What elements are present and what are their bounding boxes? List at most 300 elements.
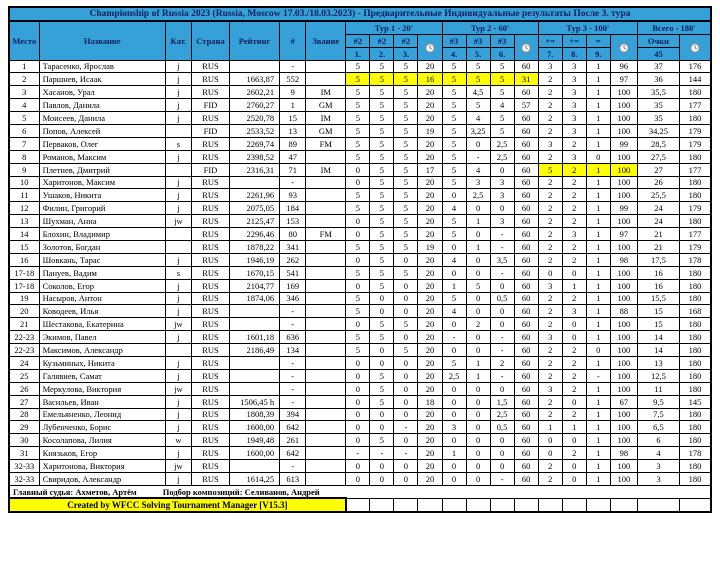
empty-cell — [679, 498, 711, 512]
number-cell: 642 — [280, 421, 306, 434]
t1-time: 20 — [418, 434, 442, 447]
t2-time: 60 — [514, 124, 538, 137]
t3-score-1: 2 — [538, 189, 562, 202]
t2-score-2: - — [466, 150, 490, 163]
title-cell: IM — [306, 112, 346, 125]
t1-score-2: 5 — [370, 150, 394, 163]
table-row — [9, 189, 711, 202]
t2-score-2: 0 — [466, 266, 490, 279]
number-cell: - — [280, 305, 306, 318]
rating-cell — [230, 305, 280, 318]
t2-score-1: 0 — [442, 395, 466, 408]
t3-score-1: 2 — [538, 150, 562, 163]
name-cell: Филин, Григорий — [39, 202, 165, 215]
t1-time: 19 — [418, 124, 442, 137]
t1-time: 20 — [418, 473, 442, 486]
t1-score-2: 0 — [370, 356, 394, 369]
col-header-problem-9: 9. — [586, 47, 610, 60]
t3-score-2: 0 — [562, 460, 586, 473]
name-cell: Моисеев, Данила — [39, 112, 165, 125]
name-cell: Золотов, Богдан — [39, 240, 165, 253]
t3-score-3: 1 — [586, 382, 610, 395]
table-row — [9, 369, 711, 382]
clock-icon — [619, 43, 629, 53]
t3-score-3: 1 — [586, 240, 610, 253]
empty-cell — [586, 498, 610, 512]
t3-time: 97 — [610, 228, 637, 241]
t2-score-2: 0 — [466, 434, 490, 447]
t3-score-2: 1 — [562, 421, 586, 434]
col-group-total: Всего - 180' — [637, 21, 711, 34]
t3-time: 100 — [610, 240, 637, 253]
t3-score-2: 2 — [562, 382, 586, 395]
t3-score-3: 1 — [586, 124, 610, 137]
t3-score-1: 2 — [538, 240, 562, 253]
t1-score-2: 5 — [370, 434, 394, 447]
t3-score-3: 0 — [586, 344, 610, 357]
t2-score-1: 5 — [442, 215, 466, 228]
t1-score-1: 0 — [346, 421, 370, 434]
t3-score-1: 2 — [538, 318, 562, 331]
category-cell: s — [165, 266, 191, 279]
total-time-cell: 180 — [679, 331, 711, 344]
t2-score-2: 0 — [466, 382, 490, 395]
t3-time: 100 — [610, 356, 637, 369]
country-cell: RUS — [191, 86, 229, 99]
t2-score-1: 0 — [442, 318, 466, 331]
t1-time: 20 — [418, 369, 442, 382]
results-table-body — [9, 60, 711, 485]
t1-score-2: 0 — [370, 292, 394, 305]
title-cell — [306, 176, 346, 189]
title-cell — [306, 395, 346, 408]
t3-time: 100 — [610, 408, 637, 421]
t3-time: 100 — [610, 86, 637, 99]
name-cell: Кузьминых, Никита — [39, 356, 165, 369]
table-row — [9, 112, 711, 125]
total-time-cell: 178 — [679, 447, 711, 460]
t2-score-1: 0 — [442, 266, 466, 279]
title-cell — [306, 305, 346, 318]
t2-score-2: 2 — [466, 318, 490, 331]
t3-score-3: 1 — [586, 60, 610, 73]
points-cell: 28,5 — [637, 137, 679, 150]
t2-score-2: 0 — [466, 447, 490, 460]
rating-cell: 1600,00 — [230, 421, 280, 434]
number-cell: - — [280, 356, 306, 369]
name-cell: Тарасенко, Ярослав — [39, 60, 165, 73]
points-cell: 24 — [637, 202, 679, 215]
empty-cell — [514, 498, 538, 512]
t3-score-3: 1 — [586, 215, 610, 228]
t3-score-2: 1 — [562, 279, 586, 292]
points-cell: 16 — [637, 266, 679, 279]
rating-cell: 1506,45 h — [230, 395, 280, 408]
t2-time: 60 — [514, 86, 538, 99]
place-cell: 32-33 — [9, 460, 39, 473]
points-cell: 14 — [637, 344, 679, 357]
t3-score-3: 1 — [586, 305, 610, 318]
t3-score-3: 1 — [586, 189, 610, 202]
t2-score-1: 0 — [442, 473, 466, 486]
t2-time: 60 — [514, 240, 538, 253]
title-cell — [306, 215, 346, 228]
t2-score-1: 5 — [442, 86, 466, 99]
t1-score-3: 0 — [394, 305, 418, 318]
t2-score-2: 4 — [466, 163, 490, 176]
name-cell: Меркулова, Виктория — [39, 382, 165, 395]
title-cell — [306, 356, 346, 369]
t1-time: 20 — [418, 331, 442, 344]
t2-time: 60 — [514, 460, 538, 473]
t3-time: 100 — [610, 279, 637, 292]
t3-score-1: 2 — [538, 124, 562, 137]
col-header-t1-p3: #2 — [394, 34, 418, 47]
category-cell — [165, 124, 191, 137]
col-header-t3-p2: += — [562, 34, 586, 47]
table-row — [9, 473, 711, 486]
t2-time: 60 — [514, 228, 538, 241]
country-cell: RUS — [191, 331, 229, 344]
t3-time: 100 — [610, 124, 637, 137]
col-header-t2-p3: #3 — [490, 34, 514, 47]
t2-time: 60 — [514, 292, 538, 305]
t1-time: 20 — [418, 99, 442, 112]
number-cell: - — [280, 395, 306, 408]
country-cell: FID — [191, 99, 229, 112]
total-time-cell: 168 — [679, 305, 711, 318]
t1-score-2: 0 — [370, 408, 394, 421]
number-cell: 80 — [280, 228, 306, 241]
t1-score-1: 5 — [346, 137, 370, 150]
t2-score-3: 3 — [490, 215, 514, 228]
t3-score-2: 3 — [562, 86, 586, 99]
t1-score-1: 0 — [346, 408, 370, 421]
t1-score-3: 0 — [394, 253, 418, 266]
place-cell: 29 — [9, 421, 39, 434]
title-cell — [306, 60, 346, 73]
table-row — [9, 124, 711, 137]
points-cell: 15 — [637, 318, 679, 331]
t2-time: 60 — [514, 266, 538, 279]
t2-score-2: 0 — [466, 460, 490, 473]
rating-cell: 2533,52 — [230, 124, 280, 137]
category-cell: j — [165, 73, 191, 86]
table-row — [9, 395, 711, 408]
total-time-cell: 178 — [679, 253, 711, 266]
points-cell: 6,5 — [637, 421, 679, 434]
rating-cell: 1878,22 — [230, 240, 280, 253]
t2-time: 60 — [514, 163, 538, 176]
t1-score-1: 0 — [346, 434, 370, 447]
t1-score-3: 5 — [394, 137, 418, 150]
t1-score-3: 5 — [394, 266, 418, 279]
t2-time: 60 — [514, 473, 538, 486]
t1-score-3: 0 — [394, 279, 418, 292]
t1-score-3: 0 — [394, 408, 418, 421]
place-cell: 6 — [9, 124, 39, 137]
country-cell: RUS — [191, 460, 229, 473]
t1-time: 19 — [418, 240, 442, 253]
t3-score-3: - — [586, 369, 610, 382]
title-cell: IM — [306, 86, 346, 99]
name-cell: Ководеев, Илья — [39, 305, 165, 318]
category-cell — [165, 240, 191, 253]
number-cell: 394 — [280, 408, 306, 421]
number-cell: - — [280, 382, 306, 395]
number-cell: - — [280, 318, 306, 331]
title-cell — [306, 460, 346, 473]
t1-score-2: 5 — [370, 266, 394, 279]
total-time-cell: 180 — [679, 86, 711, 99]
t2-score-3: 5 — [490, 86, 514, 99]
rating-cell: 2760,27 — [230, 99, 280, 112]
number-cell: 13 — [280, 124, 306, 137]
points-cell: 7,5 — [637, 408, 679, 421]
table-row — [9, 99, 711, 112]
points-cell: 35,5 — [637, 86, 679, 99]
col-header-t2-p2: #3 — [466, 34, 490, 47]
place-cell: 2 — [9, 73, 39, 86]
number-cell: 93 — [280, 189, 306, 202]
t1-score-1: 5 — [346, 266, 370, 279]
t3-score-1: 2 — [538, 202, 562, 215]
rating-cell: 1946,19 — [230, 253, 280, 266]
place-cell: 7 — [9, 137, 39, 150]
place-cell: 22-23 — [9, 331, 39, 344]
place-cell: 15 — [9, 240, 39, 253]
number-cell: 346 — [280, 292, 306, 305]
table-row — [9, 228, 711, 241]
place-cell: 22-23 — [9, 344, 39, 357]
name-cell: Экимов, Павел — [39, 331, 165, 344]
t1-score-1: 5 — [346, 292, 370, 305]
number-cell: - — [280, 60, 306, 73]
points-cell: 11 — [637, 382, 679, 395]
name-cell: Соколов, Егор — [39, 279, 165, 292]
t1-score-1: 5 — [346, 86, 370, 99]
country-cell: RUS — [191, 253, 229, 266]
t1-time: 20 — [418, 137, 442, 150]
empty-cell — [346, 498, 370, 512]
place-cell: 13 — [9, 215, 39, 228]
place-cell: 14 — [9, 228, 39, 241]
t2-score-2: 2,5 — [466, 189, 490, 202]
t3-score-1: 3 — [538, 279, 562, 292]
points-cell: 12,5 — [637, 369, 679, 382]
number-cell: 9 — [280, 86, 306, 99]
total-time-cell: 180 — [679, 473, 711, 486]
name-cell: Косолапова, Лилия — [39, 434, 165, 447]
rating-cell: 1949,48 — [230, 434, 280, 447]
rating-cell — [230, 356, 280, 369]
t1-time: 20 — [418, 228, 442, 241]
t2-score-3: 3,5 — [490, 253, 514, 266]
category-cell: j — [165, 86, 191, 99]
table-row — [9, 253, 711, 266]
t3-score-3: 1 — [586, 447, 610, 460]
t3-time: 100 — [610, 189, 637, 202]
t1-time: 20 — [418, 279, 442, 292]
country-cell: RUS — [191, 189, 229, 202]
rating-cell — [230, 318, 280, 331]
composition-selector-label: Подбор композиций: Селиванов, Андрей — [162, 486, 320, 497]
t3-score-3: 1 — [586, 266, 610, 279]
t2-score-2: 0 — [466, 305, 490, 318]
name-cell: Ушаков, Никита — [39, 189, 165, 202]
name-cell: Емельяненко, Леонид — [39, 408, 165, 421]
t2-score-1: 4 — [442, 305, 466, 318]
empty-cell — [490, 498, 514, 512]
points-cell: 15,5 — [637, 292, 679, 305]
t2-time: 60 — [514, 215, 538, 228]
country-cell: RUS — [191, 382, 229, 395]
t3-score-2: 0 — [562, 266, 586, 279]
t1-time: 20 — [418, 292, 442, 305]
t2-score-2: 0 — [466, 408, 490, 421]
t2-score-3: - — [490, 473, 514, 486]
table-row — [9, 356, 711, 369]
t1-score-3: 5 — [394, 112, 418, 125]
t2-score-3: - — [490, 369, 514, 382]
t3-score-3: 1 — [586, 73, 610, 86]
t3-score-3: 1 — [586, 112, 610, 125]
table-row — [9, 279, 711, 292]
t1-score-1: 5 — [346, 124, 370, 137]
title-cell: GM — [306, 124, 346, 137]
country-cell: RUS — [191, 112, 229, 125]
t3-score-1: 2 — [538, 408, 562, 421]
t3-time: 98 — [610, 253, 637, 266]
t2-score-2: 4,5 — [466, 86, 490, 99]
t2-score-3: 2 — [490, 356, 514, 369]
rating-cell: 1808,39 — [230, 408, 280, 421]
t1-time: 16 — [418, 73, 442, 86]
empty-cell — [394, 498, 418, 512]
t3-score-3: 1 — [586, 86, 610, 99]
t2-score-3: - — [490, 240, 514, 253]
country-cell: RUS — [191, 150, 229, 163]
category-cell: w — [165, 434, 191, 447]
category-cell: j — [165, 60, 191, 73]
t2-time: 60 — [514, 382, 538, 395]
t3-score-1: 2 — [538, 215, 562, 228]
title-cell — [306, 189, 346, 202]
country-cell: RUS — [191, 266, 229, 279]
t2-score-2: 0 — [466, 331, 490, 344]
col-header-problem-7: 7. — [538, 47, 562, 60]
points-cell: 26 — [637, 176, 679, 189]
t2-score-3: 4 — [490, 99, 514, 112]
t2-time: 60 — [514, 112, 538, 125]
t1-score-3: 0 — [394, 395, 418, 408]
total-time-cell: 180 — [679, 176, 711, 189]
t2-score-3: 5 — [490, 73, 514, 86]
t3-score-3: 1 — [586, 292, 610, 305]
col-header-t1-p1: #2 — [346, 34, 370, 47]
tour1-time-header — [418, 34, 442, 60]
t2-score-1: 5 — [442, 150, 466, 163]
rating-cell: 2186,49 — [230, 344, 280, 357]
tour3-time-header — [610, 34, 637, 60]
t3-score-2: 2 — [562, 447, 586, 460]
name-cell: Шухман, Анна — [39, 215, 165, 228]
t2-score-3: 0 — [490, 279, 514, 292]
number-cell: 184 — [280, 202, 306, 215]
t1-score-2: 5 — [370, 253, 394, 266]
t3-score-2: 2 — [562, 137, 586, 150]
total-time-cell: 179 — [679, 124, 711, 137]
t2-time: 60 — [514, 344, 538, 357]
title-cell — [306, 292, 346, 305]
country-cell: RUS — [191, 447, 229, 460]
t1-score-3: 5 — [394, 202, 418, 215]
number-cell: 169 — [280, 279, 306, 292]
t1-score-1: 0 — [346, 279, 370, 292]
t2-score-3: 5 — [490, 60, 514, 73]
place-cell: 28 — [9, 408, 39, 421]
place-cell: 32-33 — [9, 473, 39, 486]
category-cell: j — [165, 369, 191, 382]
t3-time: 96 — [610, 60, 637, 73]
name-cell: Перваков, Олег — [39, 137, 165, 150]
points-cell: 15 — [637, 305, 679, 318]
empty-cell — [442, 498, 466, 512]
t3-score-1: 3 — [538, 331, 562, 344]
name-cell: Плетнев, Дмитрий — [39, 163, 165, 176]
t1-score-3: 5 — [394, 124, 418, 137]
rating-cell: 1601,18 — [230, 331, 280, 344]
t1-score-1: 5 — [346, 60, 370, 73]
place-cell: 17-18 — [9, 266, 39, 279]
title-cell — [306, 408, 346, 421]
rating-cell — [230, 369, 280, 382]
col-header-country: Страна — [191, 21, 229, 60]
category-cell: j — [165, 202, 191, 215]
col-header-t2-p1: #3 — [442, 34, 466, 47]
t1-time: 20 — [418, 253, 442, 266]
title-cell — [306, 473, 346, 486]
t1-score-1: 0 — [346, 318, 370, 331]
t3-score-2: 2 — [562, 344, 586, 357]
country-cell: RUS — [191, 215, 229, 228]
t1-score-3: 5 — [394, 99, 418, 112]
name-cell: Харитонова, Виктория — [39, 460, 165, 473]
t1-score-2: 0 — [370, 421, 394, 434]
t1-score-1: 5 — [346, 305, 370, 318]
t1-score-1: 5 — [346, 112, 370, 125]
t1-score-3: 5 — [394, 150, 418, 163]
t1-score-3: 0 — [394, 460, 418, 473]
t1-time: 20 — [418, 266, 442, 279]
place-cell: 30 — [9, 434, 39, 447]
t3-score-2: 2 — [562, 253, 586, 266]
t1-score-2: 5 — [370, 240, 394, 253]
t1-time: 20 — [418, 305, 442, 318]
t3-score-1: 2 — [538, 344, 562, 357]
t3-score-3: 1 — [586, 279, 610, 292]
t1-score-1: 0 — [346, 228, 370, 241]
table-row — [9, 318, 711, 331]
t2-score-3: - — [490, 266, 514, 279]
rating-cell — [230, 176, 280, 189]
title-cell — [306, 421, 346, 434]
t1-time: 20 — [418, 382, 442, 395]
t2-time: 60 — [514, 318, 538, 331]
t2-score-2: 0 — [466, 421, 490, 434]
t3-score-3: 1 — [586, 137, 610, 150]
t1-time: 17 — [418, 163, 442, 176]
